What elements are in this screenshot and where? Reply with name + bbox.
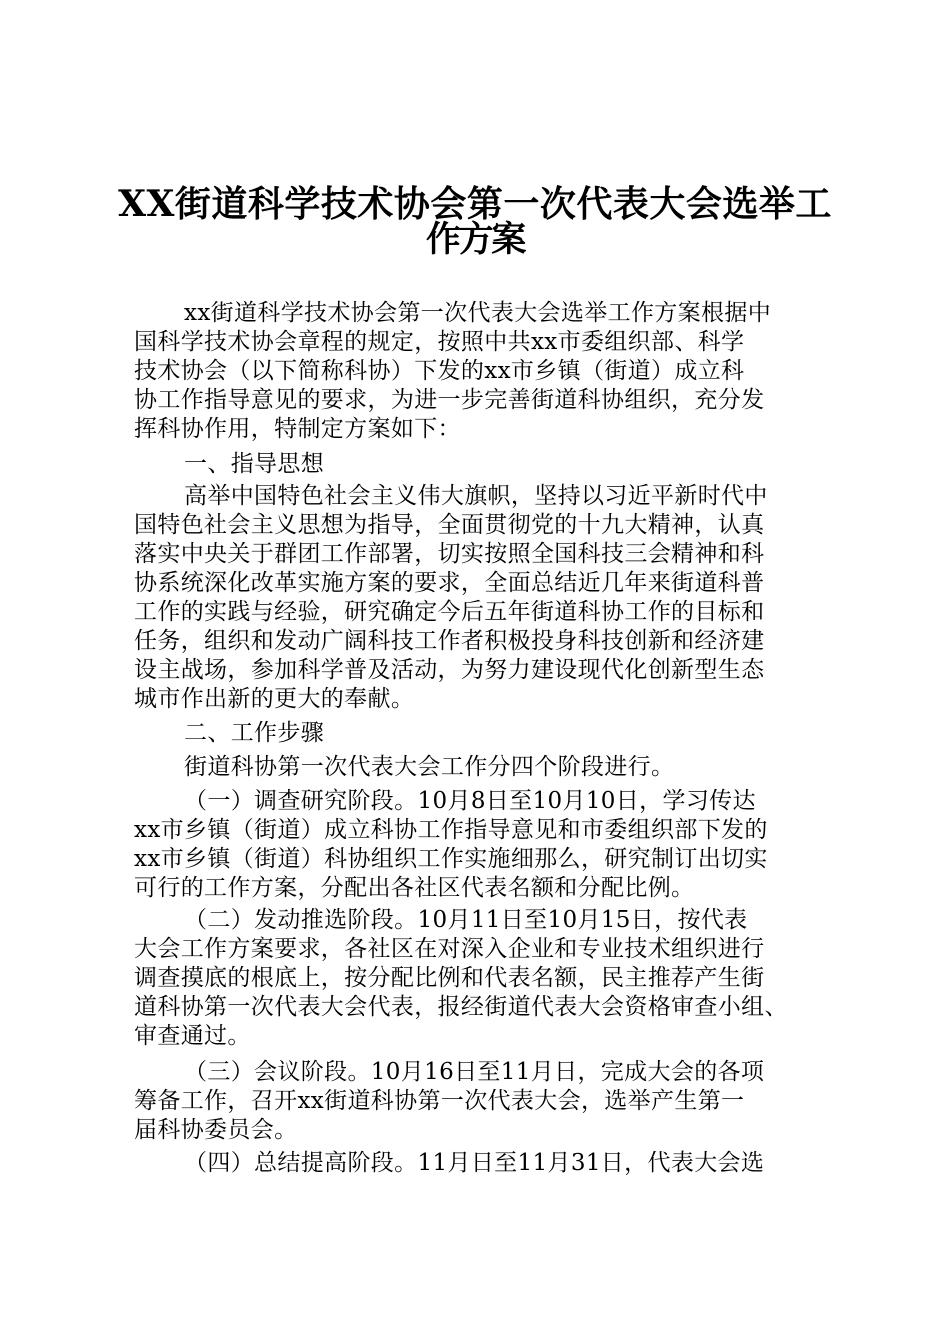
body-line: 挥科协作用，特制定方案如下： [134, 416, 461, 442]
body-line: 大会工作方案要求，各社区在对深入企业和专业技术组织进行 [134, 936, 765, 962]
body-line: 协系统深化改革实施方案的要求，全面总结近几年来街道科普 [134, 570, 765, 596]
body-line: 国科学技术协会章程的规定，按照中共xx市委组织部、科学 [134, 329, 745, 355]
body-line: 设主战场，参加科学普及活动，为努力建设现代化创新型生态 [134, 657, 765, 683]
body-line: （二）发动推选阶段。10月11日至10月15日，按代表 [184, 907, 748, 933]
body-line: 高举中国特色社会主义伟大旗帜，坚持以习近平新时代中 [184, 483, 768, 509]
section-heading: 二、工作步骤 [184, 720, 325, 746]
body-line: 可行的工作方案，分配出各社区代表名额和分配比例。 [134, 875, 695, 901]
body-line: 落实中央关于群团工作部署，切实按照全国科技三会精神和科 [134, 541, 765, 567]
body-line: 筹备工作，召开xx街道科协第一次代表大会，选举产生第一 [134, 1088, 745, 1114]
body-line: 街道科协第一次代表大会工作分四个阶段进行。 [184, 754, 675, 780]
body-line: 工作的实践与经验，研究确定今后五年街道科协工作的目标和 [134, 599, 765, 625]
body-line: （一）调查研究阶段。10月8日至10月10日，学习传达 [184, 788, 756, 814]
body-line: 技术协会（以下简称科协）下发的xx市乡镇（街道）成立科 [134, 358, 745, 384]
body-line: 审查通过。 [134, 1023, 251, 1049]
body-line: 国特色社会主义思想为指导，全面贯彻党的十九大精神，认真 [134, 512, 765, 538]
body-line: 城市作出新的更大的奉献。 [134, 686, 415, 712]
body-line: （四）总结提高阶段。11月日至11月31日，代表大会选 [184, 1150, 765, 1176]
body-line: 任务，组织和发动广阔科技工作者积极投身科技创新和经济建 [134, 628, 765, 654]
body-line: 届科协委员会。 [134, 1117, 298, 1143]
body-line: （三）会议阶段。10月16日至11月日，完成大会的各项 [184, 1059, 765, 1085]
document-title-line-2: 作方案 [425, 219, 524, 260]
body-line: xx市乡镇（街道）成立科协工作指导意见和市委组织部下发的 [134, 817, 768, 843]
body-line: xx市乡镇（街道）科协组织工作实施细那么，研究制订出切实 [134, 846, 768, 872]
body-line: 协工作指导意见的要求，为进一步完善街道科协组织，充分发 [134, 387, 765, 413]
body-line: 调查摸底的根底上，按分配比例和代表名额，民主推荐产生街 [134, 965, 765, 991]
body-line: 道科协第一次代表大会代表，报经街道代表大会资格审查小组、 [134, 994, 788, 1020]
body-line: xx街道科学技术协会第一次代表大会选举工作方案根据中 [184, 300, 772, 326]
section-heading: 一、指导思想 [184, 451, 325, 477]
document-title-line-1: XX街道科学技术协会第一次代表大会选举工 [118, 183, 832, 225]
